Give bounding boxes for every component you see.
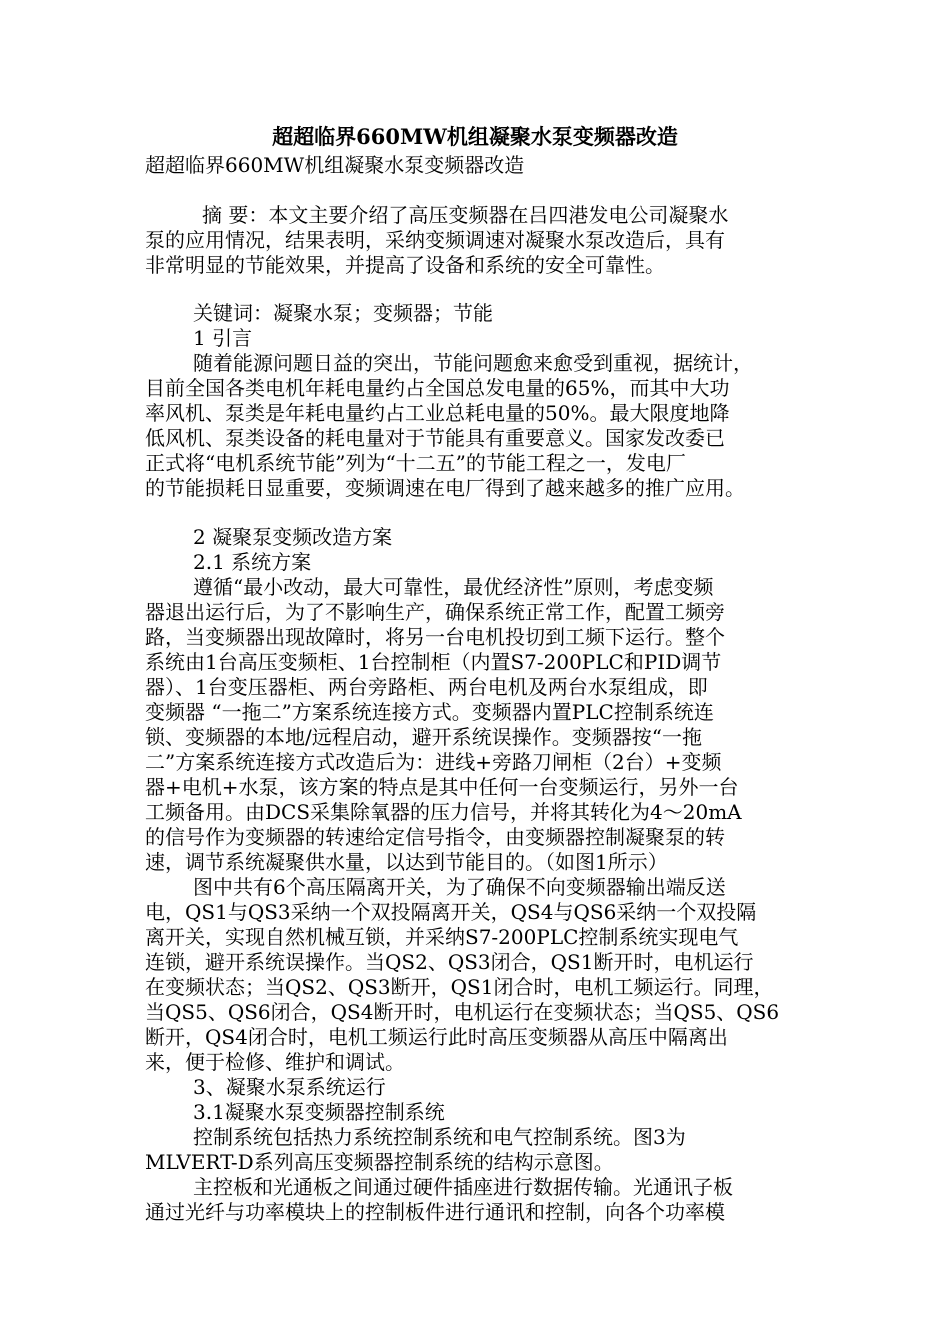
paragraph-line: 目前全国各类电机年耗电量约占全国总发电量的65%，而其中大功	[145, 376, 730, 400]
paragraph-line: MLVERT-D系列高压变频器控制系统的结构示意图。	[145, 1150, 614, 1174]
paragraph-line: 主控板和光通板之间通过硬件插座进行数据传输。光通讯子板	[193, 1175, 733, 1199]
paragraph-line: 二”方案系统连接方式改造后为：进线+旁路刀闸柜（2台）+变频	[145, 750, 722, 774]
paragraph-line: 随着能源问题日益的突出，节能问题愈来愈受到重视，据统计，	[193, 351, 753, 375]
paragraph-line: 的节能损耗日显重要，变频调速在电厂得到了越来越多的推广应用。	[145, 476, 745, 500]
paragraph-line: 电，QS1与QS3采纳一个双投隔离开关，QS4与QS6采纳一个双投隔	[145, 900, 757, 924]
paragraph-line: 来，便于检修、维护和调试。	[145, 1050, 405, 1074]
paragraph-line: 的信号作为变频器的转速给定信号指令，由变频器控制凝聚泵的转	[145, 825, 725, 849]
document-title: 超超临界660MW机组凝聚水泵变频器改造	[272, 124, 678, 149]
paragraph-line: 速，调节系统凝聚供水量，以达到节能目的。（如图1所示）	[145, 850, 668, 874]
subtitle-line: 超超临界660MW机组凝聚水泵变频器改造	[145, 153, 525, 177]
paragraph-line: 遵循“最小改动，最大可靠性，最优经济性”原则，考虑变频	[193, 575, 714, 599]
abstract-line: 摘 要：本文主要介绍了高压变频器在吕四港发电公司凝聚水	[202, 203, 729, 227]
paragraph-line: 图中共有6个高压隔离开关，为了确保不向变频器输出端反送	[193, 875, 726, 899]
paragraph-line: 器）、1台变压器柜、两台旁路柜、两台电机及两台水泵组成，即	[145, 675, 708, 699]
paragraph-line: 控制系统包括热力系统控制系统和电气控制系统。图3为	[193, 1125, 686, 1149]
paragraph-line: 离开关，实现自然机械互锁，并采纳S7-200PLC控制系统实现电气	[145, 925, 739, 949]
keywords-line: 关键词：凝聚水泵；变频器；节能	[193, 301, 493, 325]
subsection-heading: 3.1凝聚水泵变频器控制系统	[193, 1100, 445, 1124]
paragraph-line: 率风机、泵类是年耗电量约占工业总耗电量的50%。最大限度地降	[145, 401, 730, 425]
paragraph-line: 低风机、泵类设备的耗电量对于节能具有重要意义。国家发改委已	[145, 426, 725, 450]
paragraph-line: 锁、变频器的本地/远程启动，避开系统误操作。变频器按“一拖	[145, 725, 702, 749]
paragraph-line: 通过光纤与功率模块上的控制板件进行通讯和控制，向各个功率模	[145, 1200, 725, 1224]
paragraph-line: 系统由1台高压变频柜、1台控制柜（内置S7-200PLC和PID调节	[145, 650, 722, 674]
paragraph-line: 断开，QS4闭合时，电机工频运行此时高压变频器从高压中隔离出	[145, 1025, 728, 1049]
section-heading: 2 凝聚泵变频改造方案	[193, 525, 393, 549]
paragraph-line: 当QS5、QS6闭合，QS4断开时，电机运行在变频状态；当QS5、QS6	[145, 1000, 780, 1024]
paragraph-line: 在变频状态；当QS2、QS3断开，QS1闭合时，电机工频运行。同理，	[145, 975, 774, 999]
paragraph-line: 正式将“电机系统节能”列为“十二五”的节能工程之一，发电厂	[145, 451, 686, 475]
section-heading: 3、凝聚水泵系统运行	[193, 1075, 386, 1099]
abstract-line: 非常明显的节能效果，并提高了设备和系统的安全可靠性。	[145, 253, 665, 277]
subsection-heading: 2.1 系统方案	[193, 550, 312, 574]
section-heading: 1 引言	[193, 326, 253, 350]
abstract-line: 泵的应用情况，结果表明，采纳变频调速对凝聚水泵改造后，具有	[145, 228, 725, 252]
paragraph-line: 工频备用。由DCS采集除氧器的压力信号，并将其转化为4～20mA	[145, 800, 742, 824]
paragraph-line: 器+电机+水泵，该方案的特点是其中任何一台变频运行，另外一台	[145, 775, 739, 799]
paragraph-line: 器退出运行后，为了不影响生产，确保系统正常工作，配置工频旁	[145, 600, 725, 624]
paragraph-line: 路，当变频器出现故障时，将另一台电机投切到工频下运行。整个	[145, 625, 725, 649]
paragraph-line: 变频器 “一拖二”方案系统连接方式。变频器内置PLC控制系统连	[145, 700, 714, 724]
paragraph-line: 连锁，避开系统误操作。当QS2、QS3闭合，QS1断开时，电机运行	[145, 950, 754, 974]
